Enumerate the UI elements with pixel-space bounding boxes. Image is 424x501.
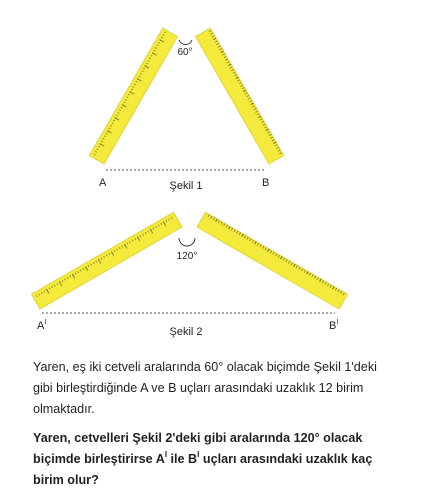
angle-arc-1	[179, 40, 192, 44]
question-part-3: uçları arasındaki uzaklık kaç birim olur?	[33, 452, 373, 487]
point-b-label: B	[262, 177, 270, 189]
ruler-left-2	[32, 212, 183, 309]
question-part-1: Yaren, cetvelleri Şekil 2'deki gibi aralarında 120° olacak biçimde birleştirirse A	[33, 431, 363, 466]
angle-label-2: 120°	[176, 251, 198, 262]
angle-label-1: 60°	[177, 47, 193, 58]
figure-1	[89, 28, 283, 192]
point-a-label: A	[99, 177, 107, 189]
question-text	[33, 428, 393, 491]
figure-1-caption: Şekil 1	[169, 180, 203, 192]
problem-statement: Yaren, eş iki cetveli aralarında 60° olacak biçimde Şekil 1'deki gibi birleştirdiğinde A ve B uçları arasındaki uzaklık 12 birim olmaktadır.	[33, 360, 377, 416]
ruler-right-1	[196, 28, 284, 164]
question-part-2: ile B	[167, 452, 198, 466]
point-a-prime-label: $A^I$	[37, 319, 47, 332]
point-b-prime-label: $B^I$	[329, 319, 339, 332]
figure-2	[32, 212, 348, 338]
prime-mark-a: I	[164, 450, 168, 459]
ruler-left-1	[89, 28, 177, 164]
ruler-right-2	[197, 212, 348, 309]
angle-arc-2	[179, 238, 195, 246]
prime-mark-b: I	[197, 450, 200, 459]
figure-2-caption: Şekil 2	[169, 326, 203, 338]
